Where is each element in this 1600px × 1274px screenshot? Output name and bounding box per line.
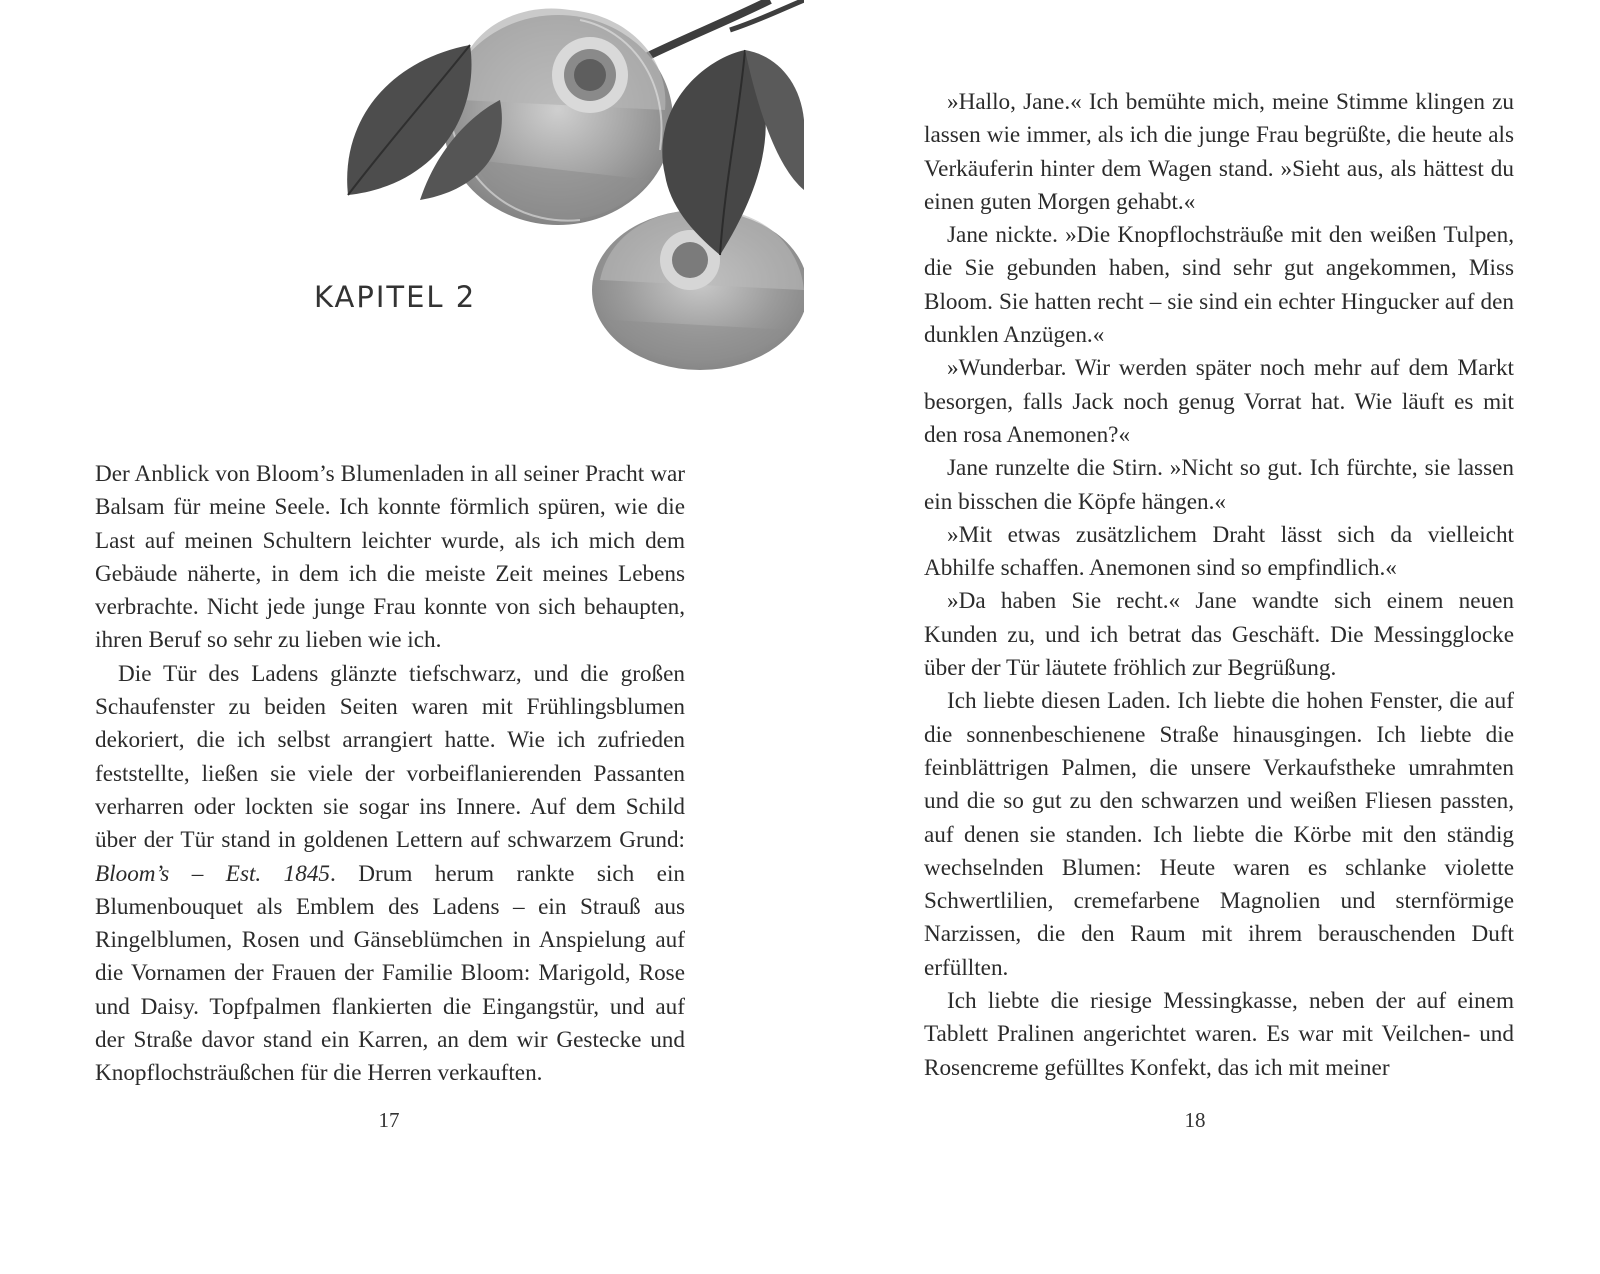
right-page bbox=[800, 0, 1600, 1274]
paragraph: Ich liebte die riesige Messingkasse, neben der auf einem Tablett Pralinen angerichtet waren. Es war mit Veilchen- und Rosencreme gefülltes Konfekt, das ich mit meiner bbox=[924, 988, 1514, 1081]
paragraph: »Wunderbar. Wir werden später noch mehr auf dem Markt besorgen, falls Jack noch genug Vorrat hat. Wie läuft es mit den rosa Anemonen?« bbox=[924, 355, 1514, 448]
paragraph: Die Tür des Ladens glänzte tiefschwarz, und die großen Schaufenster zu beiden Seiten waren mit Frühlingsblumen dekoriert, die ich selbst arrangiert hatte. Wie ich zufrieden feststellte, ließen sie viele der vorbeiflanierenden Passanten verharren oder lockten sie sogar ins Innere. Auf dem Schild über der Tür stand in goldenen Lettern auf schwarzem Grund: Bloom’s – Est. 1845. Drum herum rankte sich ein Blumenbouquet als Emblem des Ladens – ein Strauß aus Ringelblumen, Rosen und Gänseblümchen in Anspielung auf die Vornamen der Frauen der Familie Bloom: Marigold, Rose und Daisy. Topfpalmen flankierten die Eingangstür, und auf der Straße davor stand ein Karren, an dem wir Gestecke und Knopflochsträußchen für die Herren verkauften. bbox=[95, 660, 685, 1087]
right-body-text bbox=[924, 86, 1514, 1085]
paragraph: »Hallo, Jane.« Ich bemühte mich, meine Stimme klingen zu lassen wie immer, als ich die junge Frau begrüßte, die heute als Verkäuferin hinter dem Wagen stand. »Sieht aus, als hättest du einen guten Morgen gehabt.« bbox=[924, 89, 1514, 215]
paragraph: Ich liebte diesen Laden. Ich liebte die hohen Fenster, die auf die sonnenbeschienene Straße hinausgingen. Ich liebte die feinblättrigen Palmen, die unsere Verkaufstheke umrahmten und die so gut zu den schwarzen und weißen Fliesen passten, auf denen sie standen. Ich liebte die Körbe mit den ständig wechselnden Blumen: Heute waren es schlanke violette Schwertlilien, cremefarbene Magnolien und sternförmige Narzissen, die den Raum mit ihrem berauschenden Duft erfüllten. bbox=[924, 688, 1514, 981]
paragraph: Jane nickte. »Die Knopflochsträuße mit den weißen Tulpen, die Sie gebunden haben, sind sehr gut angekommen, Miss Bloom. Sie hatten recht – sie sind ein echter Hingucker auf den dunklen Anzügen.« bbox=[924, 222, 1514, 349]
paragraph: »Da haben Sie recht.« Jane wandte sich einem neuen Kunden zu, und ich betrat das Geschäft. Die Messingglocke über der Tür läutete fröhlich zur Begrüßung. bbox=[924, 588, 1514, 682]
shop-sign-text: Bloom’s – Est. 1845 bbox=[95, 860, 331, 887]
paragraph: Der Anblick von Bloom’s Blumenladen in all seiner Pracht war Balsam für meine Seele. Ich konnte förmlich spüren, wie die Last auf meinen Schultern leichter wurde, als ich mich dem Gebäude näherte, in dem ich die meiste Zeit meines Lebens verbrachte. Nicht jede junge Frau konnte von sich behaupten, ihren Beruf so sehr zu lieben wie ich. bbox=[95, 461, 685, 654]
paragraph: Jane runzelte die Stirn. »Nicht so gut. Ich fürchte, sie lassen ein bisschen die Köpfe hängen.« bbox=[924, 455, 1514, 515]
chapter-title: KAPITEL 2 bbox=[314, 280, 477, 314]
left-body-text bbox=[95, 458, 685, 1091]
camellia-flower-illustration bbox=[300, 0, 804, 380]
page-number: 17 bbox=[378, 1108, 400, 1132]
paragraph: »Mit etwas zusätzlichem Draht lässt sich da vielleicht Abhilfe schaffen. Anemonen sind so empfindlich.« bbox=[924, 521, 1514, 582]
page-number: 18 bbox=[1184, 1108, 1206, 1132]
